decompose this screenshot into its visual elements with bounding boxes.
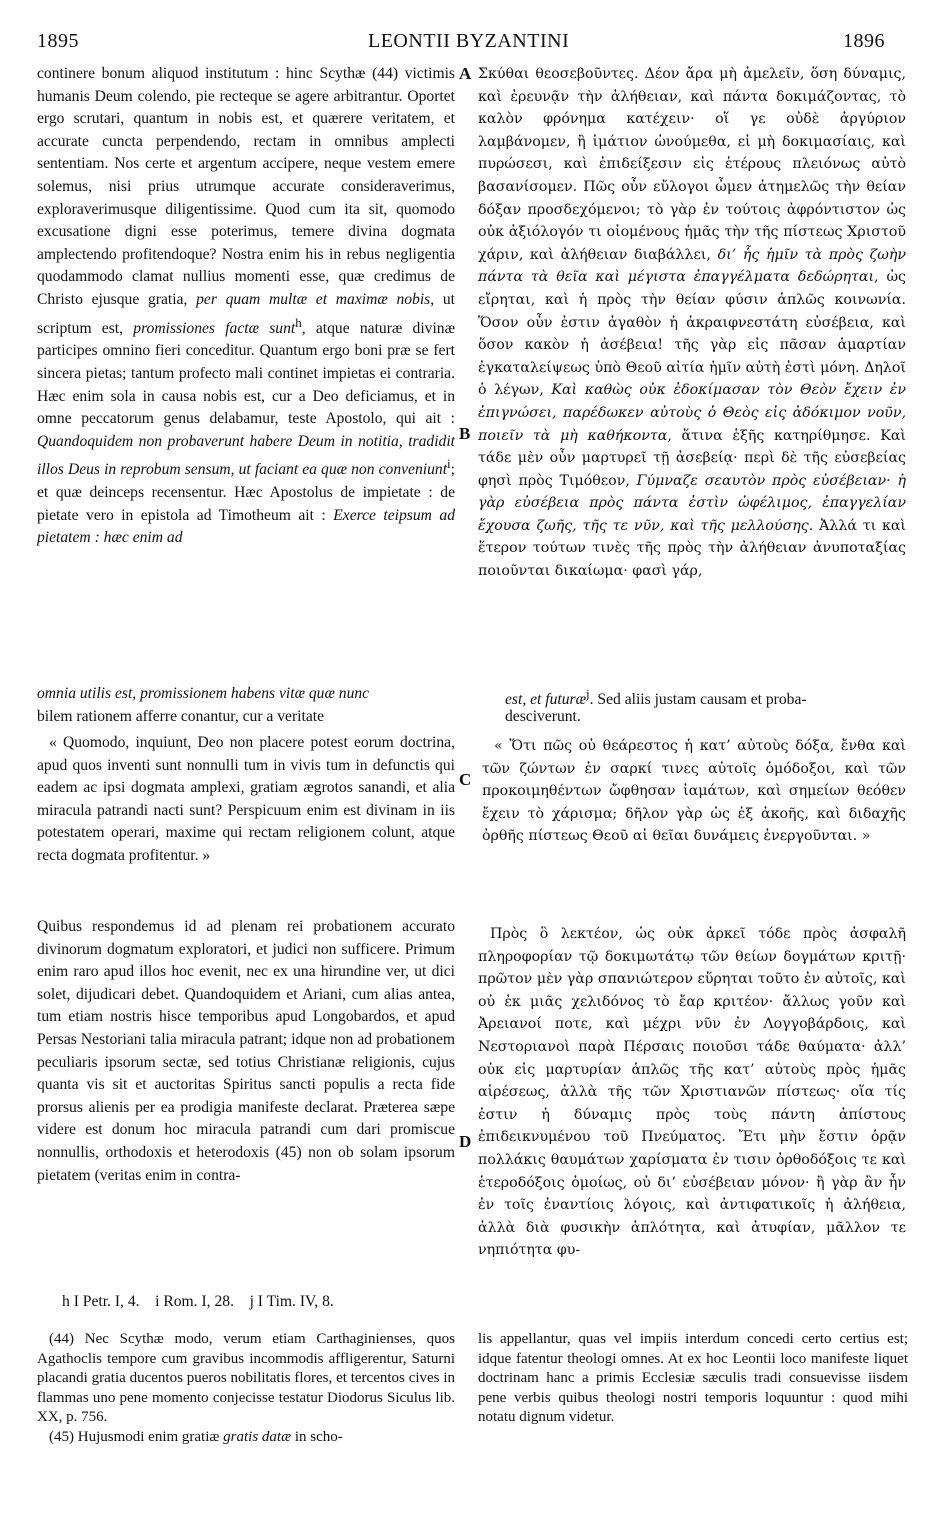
greek-column-bottom: [478, 923, 906, 1262]
greek-column-top: [478, 63, 906, 583]
greek-quote: Γύμναζε σεαυτὸν πρὸς εὐσέβειαν· ἡ γὰρ εὐσέβεια πρὸς πάντα ἐστὶν ὠφέλιμος, ἐπαγγελίαν ἔχουσα ζωῆς, τῆς τε νῦν, καὶ τῆς μελλούσης: [478, 472, 906, 534]
footnotes-left: [37, 1330, 455, 1447]
greek-quote: Καὶ καθὼς οὐκ ἐδοκίμασαν τὸν Θεὸν ἔχειν ἐν ἐπιγνώσει, παρέδωκεν αὐτοὺς ὁ Θεὸς εἰς ἀδόκιμον νοῦν, ποιεῖν τὰ μὴ καθήκοντα: [478, 382, 906, 444]
latin-column-bottom: [37, 916, 455, 1187]
reference-mark: h: [295, 314, 302, 330]
greek-column-middle: [482, 735, 906, 848]
latin-text: continere bonum aliquod institutum : hinc Scythæ (44) victimis humanis Deum colendo, pie recteque se agere arbitrantur. Oportet ergo scrutari, quantum in nobis est, et quærere veritatem, et accurate cuncta perpendendo, rectam in omnibus amplecti sententiam. Nos certe et argentum accipere, neque vestem emere solemus, nisi prius utrumque accurate consideraverimus, exploraverimusque diligentissime. Quod cum ita sit, quomodo excusatione digni esse poterimus, temere divina dogmata amplectendo profitendoque? Nostra enim his in rebus negligentia quodammodo clamat nullius momenti esse, quæ credimus de Christo ejusque gratia,: [37, 65, 455, 308]
latin-column-top: [37, 63, 455, 550]
section-marker-b: B: [459, 424, 471, 443]
footnotes-right: lis appellantur, quas vel impiis interdum concedi certo certius est; idque fatentur theologi omnes. At ex hoc Leontii loco manifeste liquet doctrinam hanc a primis Ecclesiæ sæculis tradi consuevisse iisdem pene verbis quibus theologi nostri temporis loquuntur : quod mihi notatu dignum videtur.: [478, 1331, 908, 1425]
page-number-right: 1896: [843, 30, 885, 52]
reference-i: i Rom. I, 28.: [155, 1293, 234, 1310]
latin-paragraph-1: [37, 63, 455, 550]
greek-paragraph-3: Πρὸς ὃ λεκτέον, ὡς οὐκ ἀρκεῖ τόδε πρὸς ἀσφαλῆ πληροφορίαν τῷ δοκιμωτάτῳ τῶν θείων δογμάτων κριτῇ· πρῶτον μὲν γὰρ σπανιώτερον εὕρηται τοῦτο ἐν αὐτοῖς, καὶ οὐ ἐκ μιᾶς χελιδόνος τὸ ἔαρ κριτέον· ἄλλως γοῦν καὶ Ἀρειανοί ποτε, καὶ μέχρι νῦν ἐν Λογγοβάρδοις, καὶ Νεστοριανοὶ παρὰ Πέρσαις ποιοῦσι τάδε θαύματα· ἀλλ’ οὐκ εἰς μαρτυρίαν ἁπλῶς τῆς κατ’ αὐτοὺς πρὸς ἡμᾶς αἱρέσεως, ἀλλὰ τῆς τῶν Χριστιανῶν πίστεως· οἵα τίς ἐστιν ἡ δύναμις πρὸς τοὺς πάντη ἀπίστους ἐπιδεικνυμένου τοῦ Πνεύματος. Ἔτι μὴν ἔστιν ὁρᾷν πολλάκις θαυμάτων χαρίσματα ἐν τισιν ὀρθοδόξοις τε καὶ ἑτεροδόξοις ὁμοίως, οὐ δι’ εὐσέβειαν μόνον· ἢ γὰρ ἂν ἦν ἐν τοῖς ἐναντίοις λόγοις, καὶ ἀντιφατικοῖς ἡ ἀλήθεια, ἀλλὰ διὰ φυσικὴν ἁπλότητα, καὶ ἀτυφίαν, μᾶλλον τε νηπιότητα φυ-: [478, 926, 906, 1259]
greek-paragraph-2: « Ὅτι πῶς οὐ θεάρεστος ἡ κατ’ αὐτοὺς δόξα, ἔνθα καὶ τῶν ζώντων ἐν σαρκί τινες αὐτοῖς ὁμόδοξοι, καὶ τῶν προκοιμηθέντων ὤφθησαν ἰαμάτων, καὶ σημείων θεόθεν ἔχειν τὸ χάρισμα; δῆλον γὰρ ὡς ἐξ ἀκοῆς, καὶ διδαχῆς ὀρθῆς πίστεως Θεοῦ αἱ θεῖαι δυνάμεις ἐνεργοῦνται. »: [482, 738, 906, 845]
reference-mark: j: [586, 686, 590, 701]
page-number-left: 1895: [37, 30, 79, 52]
latin-text: . Sed aliis justam causam et proba-: [589, 691, 807, 709]
latin-text: desciverunt.: [505, 708, 581, 725]
footnote-45: [37, 1428, 455, 1448]
latin-quote: omnia utilis est, promissionem habens vitæ quæ nunc: [37, 685, 370, 702]
reference-j: j I Tim. IV, 8.: [249, 1293, 334, 1310]
latin-paragraph-3: Quibus respondemus id ad plenam rei probationem accurato divinorum dogmatum exploratori, et judici non sufficere. Primum enim raro apud illos hoc evenit, nec ex una hirundine ver, ut dici solet, dijudicari debet. Quandoquidem et Ariani, cum alias antea, tum etiam nostris hisce temporibus apud Longobardos, et apud Persas Nestoriani talia miracula patrant; idque non ad probationem peculiaris ipsorum sectæ, sed totius Christianæ religionis, cujus quanta vis sit et auctoritas Spiritus sancti populis a recta fide prorsus alienis per ea prodigia manifeste declarat. Præterea sæpe videre est donum hoc miracula patrandi cum dari promiscue nonnullis, orthodoxis et heterodoxis (45) non ob solam ipsorum pietatem (veritas enim in contra-: [37, 918, 455, 1184]
latin-quote: Exerce teipsum ad pietatem : hæc enim ad: [37, 506, 455, 547]
greek-text: , ἅτινα ἑξῆς κατηρίθμησε. Καὶ τάδε μὲν οὖν μαρτυρεῖ τῇ ἀσεβείᾳ· περὶ δὲ τῆς εὐσεβείας φησὶ πρὸς Τιμόθεον,: [478, 427, 906, 489]
greek-quote: δι’ ἧς ἡμῖν τὰ πρὸς ζωὴν πάντα τὰ θεῖα καὶ μέγιστα ἐπαγγέλματα δεδώρηται: [478, 246, 906, 286]
latin-text: bilem rationem afferre conantur, cur a veritate: [37, 708, 324, 725]
latin-text: , ut scriptum est,: [37, 290, 456, 337]
greek-text: , ὡς εἴρηται, καὶ ἡ πρὸς τὴν θείαν φύσιν ἁπλῶς κοινωνία. Ὅσον οὖν ἐστιν ἀγαθὸν ἡ ἀκραιφνεστάτη εὐσέβεια, καὶ ὅσον κακὸν ἡ ἀσέβεια! τῆς γὰρ εἰς πᾶσαν ἁμαρτίαν ἐγκαταλείψεως ὑπὸ Θεοῦ αἰτία ἡμῖν αὐτὴ ἐστὶ μόνη. Δηλοῖ ὁ λέγων,: [478, 269, 906, 399]
latin-text: , atque naturæ divinæ participes omnino fieri conceditur. Quantum ergo boni præ se fert sincera pietas; tantum profecto mali continet impietas ei contraria. Hæc enim sola in causa nobis est, cur a Deo deficiamus, et in omne peccatorum genus delabamur, teste Apostolo, qui ait :: [37, 319, 455, 428]
latin-text: ; et quæ deinceps recensentur. Hæc Apostolus de impietate : de pietate vero in epistola ad Timotheum ait :: [37, 461, 455, 524]
latin-quote: Quandoquidem non probaverunt habere Deum in notitia, tradidit illos Deus in reprobum sensum, ut faciant ea quæ non conveniunt: [37, 432, 455, 479]
footnote-text: in scho-: [294, 1428, 343, 1445]
footnote-italic: gratis datæ: [223, 1428, 292, 1445]
greek-text: Σκύθαι θεοσεβοῦντες. Δέον ἄρα μὴ ἀμελεῖν, ὅση δύναμις, καὶ ἐρευνᾷν τὴν ἀλήθειαν, καὶ πάντα δοκιμάζοντας, τὸ καλὸν φρόνημα κατέχειν· οἵ γε οὐδὲ ἀργύριον λαμβάνομεν, ἢ ἱμάτιον ὠνούμεθα, εἰ μὴ δοκιμασίαις, καὶ πυρώσεσι, καὶ ἐπιδείξεσιν εἰς ἑτέρους πλειόνως αὐτὸ βασανίσομεν. Πῶς οὖν εὔλογοι ὦμεν ἀτημελῶς τὴν θείαν δόξαν προσδεχόμενοι; τὸ γὰρ ἐν τούτοις ἀφρόντιστον ὡς οὐκ ἀξιόλογόν τι οἰομένους ἡμᾶς τὴν τῆς πίστεως Χριστοῦ χάριν, καὶ ἀλήθειαν διαβάλλει,: [478, 66, 906, 263]
footnote-44: (44) Nec Scythæ modo, verum etiam Carthaginienses, quos Agathoclis tempore cum gravibus incommodis affligerentur, Saturni placandi gratia ducentos pueros nobilitatis flores, et tercentos cives in flammas uno pene momento conjecisse testatur Diodorus Siculus lib. XX, p. 756.: [37, 1331, 455, 1425]
section-marker-a: A: [459, 64, 472, 83]
greek-text: . Ἀλλά τι καὶ ἕτερον τούτων τινὲς τῆς πρὸς τὴν ἀλήθειαν ἀνυποταξίας ποιοῦνται δικαίωμα· φασὶ γάρ,: [478, 517, 906, 580]
latin-quote: per quam multæ et maximæ nobis: [196, 290, 431, 308]
greek-paragraph-1: [478, 63, 906, 583]
scripture-references: [62, 1293, 334, 1311]
reference-mark: i: [447, 456, 451, 472]
latin-quote: est, et futuræ: [505, 691, 586, 709]
section-marker-d: D: [459, 1132, 472, 1151]
latin-paragraph-2: « Quomodo, inquiunt, Deo non placere potest eorum doctrina, apud quos inventi sunt nonnulli tum in vivis tum in defunctis qui eadem ac ipsi dogmata amplexi, gratiam ægrotos sanandi, et alia miracula patrandi nacti sunt? Perspicuum enim est divinam in iis potestatem operari, maxime qui rectam religionem colunt, atque recta dogmata profitentur. »: [37, 734, 455, 864]
footnote-text: (45) Hujusmodi enim gratiæ: [49, 1428, 220, 1445]
page-title: LEONTII BYZANTINI: [368, 30, 570, 52]
reference-h: h I Petr. I, 4.: [62, 1293, 140, 1310]
section-marker-c: C: [459, 770, 472, 789]
latin-quote: promissiones factæ sunt: [133, 319, 296, 337]
latin-column-middle: [37, 732, 455, 868]
